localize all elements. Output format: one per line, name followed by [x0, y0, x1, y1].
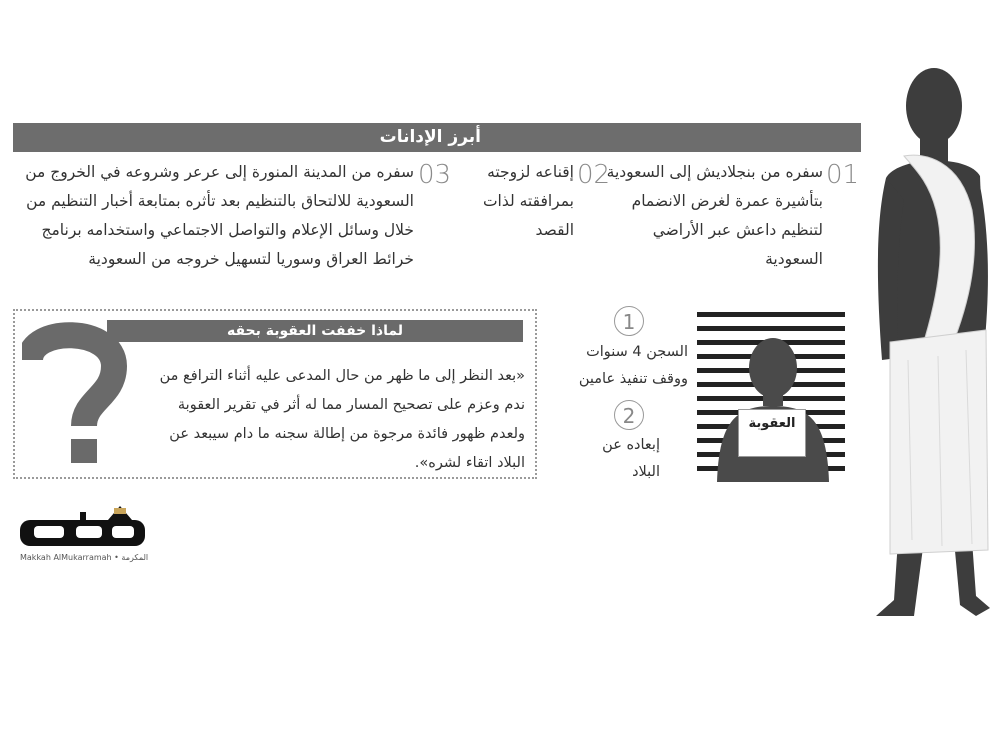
item-text-01: سفره من بنجلاديش إلى السعودية بتأشيرة عمرة لغرض الانضمام لتنظيم داعش عبر الأراضي السعودية: [606, 163, 823, 268]
ihram-figure-icon: [868, 60, 996, 625]
item-text-02: إقناعه لزوجته بمرافقته لذات القصد: [482, 163, 574, 239]
item-number-02: 02: [577, 160, 611, 190]
penalty-sign: [738, 409, 806, 457]
item-number-03: 03: [418, 160, 452, 190]
item-text-03: سفره من المدينة المنورة إلى عرعر وشروعه في الخروج من السعودية للالتحاق بالتنظيم بعد تأثره بمتابعة أخبار التنظيم من خلال وسائل الإعلام والتواصل الاجتماعي واستخدامه برنامج خرائط العراق وسوريا لتسهيل خروجه من السعودية: [25, 163, 414, 268]
penalty-sign-label: العقوبة: [748, 416, 796, 431]
header-bar: [13, 123, 861, 152]
penalty-number-1: 1: [614, 306, 644, 336]
header-title: أبرز الإدانات: [379, 127, 481, 147]
penalty-text-2: إبعاده عن البلاد: [602, 437, 660, 480]
logo-subtitle: Makkah AlMukarramah • المكرمة: [20, 553, 149, 562]
penalty-number-2: 2: [614, 400, 644, 430]
makkah-logo-icon: [20, 500, 145, 552]
penalty-text-1: السجن 4 سنوات ووقف تنفيذ عامين: [578, 344, 688, 387]
reduction-quote: «بعد النظر إلى ما ظهر من حال المدعى عليه أثناء الترافع من ندم وعزم على تصحيح المسار مما له أثر في تقرير العقوبة ولعدم ظهور فائدة مرجوة من إطالة سجنه ما دام سيبعد عن البلاد اتقاء لشره».: [159, 368, 525, 471]
reduction-title: لماذا خففت العقوبة بحقه: [107, 320, 523, 342]
item-number-01: 01: [826, 160, 860, 190]
